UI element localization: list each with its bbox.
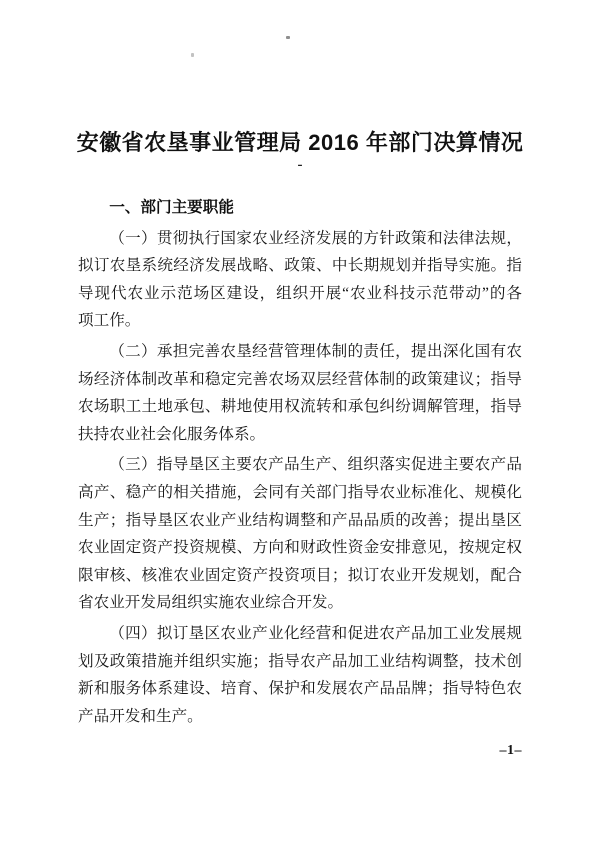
text-line: 产品开发和生产。 <box>78 707 203 725</box>
section-heading: 一、部门主要职能 <box>109 199 234 216</box>
text-line: （四）拟订垦区农业产业化经营和促进农产品加工业发展规 <box>109 624 522 642</box>
text-line: 划及政策措施并组织实施；指导农产品加工业结构调整，技术创 <box>78 652 522 670</box>
text-line: 农业固定资产投资规模、方向和财政性资金安排意见，按规定权 <box>78 539 522 557</box>
paragraph-4 <box>78 620 522 730</box>
text-line: 高产、稳产的相关措施，会同有关部门指导农业标准化、规模化 <box>78 483 522 501</box>
text-line: 拟订农垦系统经济发展战略、政策、中长期规划并指导实施。指 <box>78 257 522 275</box>
text-line: 场经济体制改革和稳定完善农场双层经营体制的政策建议；指导 <box>78 370 522 388</box>
paragraph-1 <box>78 225 522 335</box>
text-line: 限审核、核准农业固定资产投资项目；拟订农业开发规划，配合 <box>78 566 522 584</box>
page-number: –1– <box>499 743 522 758</box>
scan-artifact <box>286 36 290 39</box>
text-line: 生产；指导垦区农业产业结构调整和产品品质的改善；提出垦区 <box>78 511 522 529</box>
text-line: （三）指导垦区主要农产品生产、组织落实促进主要农产品 <box>109 456 522 474</box>
scan-artifact <box>191 53 194 57</box>
document-body <box>78 194 522 730</box>
paragraph-2 <box>78 338 522 448</box>
document-title: 安徽省农垦事业管理局 2016 年部门决算情况 <box>76 130 524 155</box>
title-dash-mark: - <box>297 157 303 173</box>
text-line: 扶持农业社会化服务体系。 <box>78 425 266 443</box>
text-line: 新和服务体系建设、培育、保护和发展农产品品牌；指导特色农 <box>78 680 522 698</box>
paragraph-3 <box>78 451 522 617</box>
text-line: 省农业开发局组织实施农业综合开发。 <box>78 594 344 612</box>
text-line: 导现代农业示范场区建设，组织开展“农业科技示范带动”的各 <box>78 284 522 302</box>
text-line: （一）贯彻执行国家农业经济发展的方针政策和法律法规， <box>109 229 522 247</box>
text-line: 项工作。 <box>78 312 141 330</box>
text-line: （二）承担完善农垦经营管理体制的责任，提出深化国有农 <box>109 342 522 360</box>
text-line: 农场职工土地承包、耕地使用权流转和承包纠纷调解管理，指导 <box>78 398 522 416</box>
